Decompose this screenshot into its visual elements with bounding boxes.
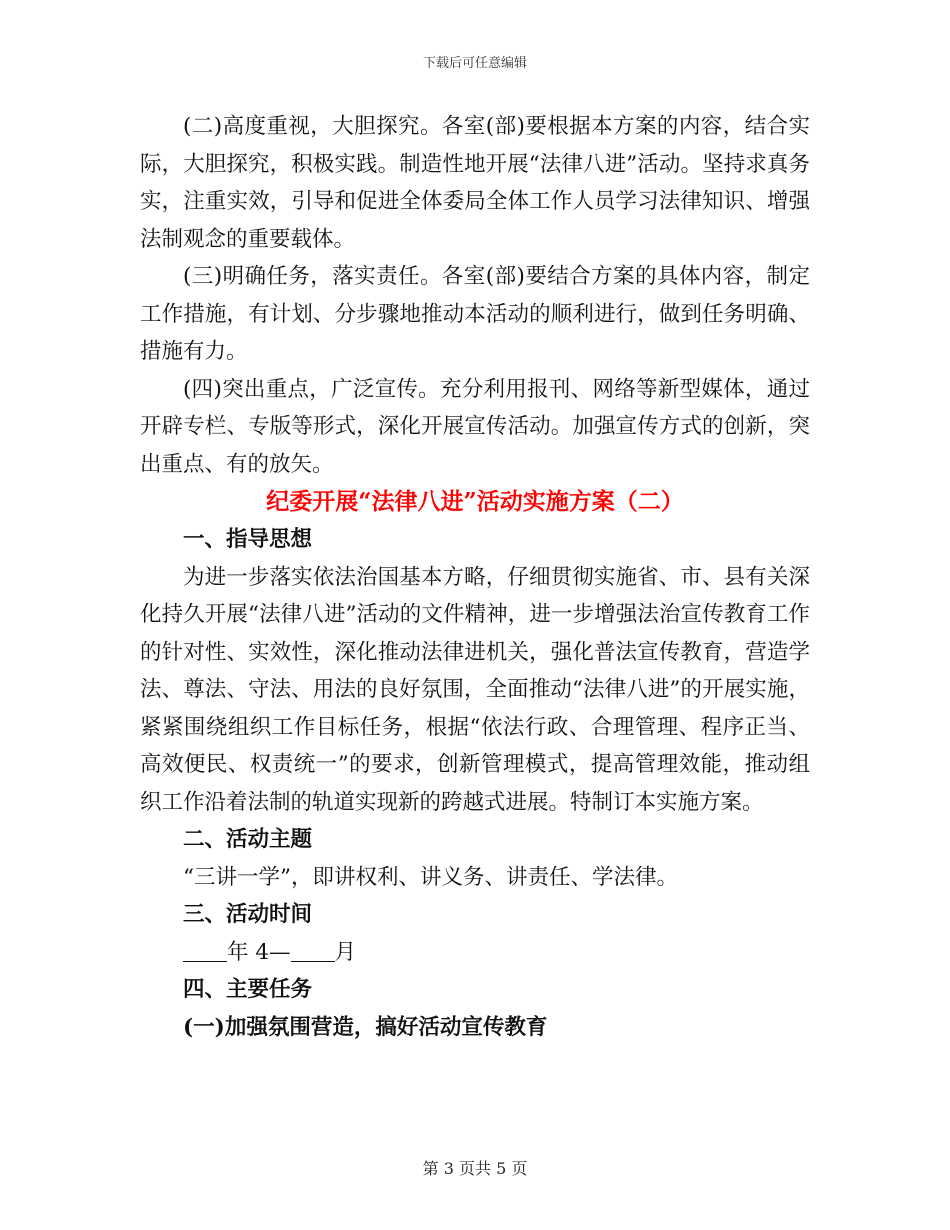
year-blank — [183, 941, 227, 962]
subsection-heading-atmosphere: (一)加强氛围营造，搞好活动宣传教育 — [183, 1014, 548, 1040]
page-header: 下载后可任意编辑 — [422, 56, 527, 71]
document-body — [140, 108, 810, 1046]
document-title: 纪委开展“法律八进”活动实施方案（二） — [266, 488, 684, 515]
page-footer: 第 3 页共 5 页 — [422, 1159, 528, 1178]
paragraph-point-3: (三)明确任务，落实责任。各室(部)要结合方案的具体内容，制定工作措施，有计划、分步骤地推动本活动的顺利进行，做到任务明确、措施有力。 — [140, 264, 810, 364]
section-body-guiding-ideology: 为进一步落实依法治国基本方略，仔细贯彻实施省、市、县有关深化持久开展“法律八进”活动的文件精神，进一步增强法治宣传教育工作的针对性、实效性，深化推动法律进机关，强化普法宣传教育，营造学法、尊法、守法、用法的良好氛围，全面推动“法律八进”的开展实施，紧紧围绕组织工作目标任务，根据“依法行政、合理管理、程序正当、高效便民、权责统一”的要求，创新管理模式，提高管理效能，推动组织工作沿着法制的轨道实现新的跨越式进展。特制订本实施方案。 — [140, 564, 810, 815]
month-blank — [291, 941, 335, 962]
activity-time-month: 月 — [334, 939, 357, 965]
paragraph-point-4: (四)突出重点，广泛宣传。充分利用报刊、网络等新型媒体，通过开辟专栏、专版等形式，深化开展宣传活动。加强宣传方式的创新，突出重点、有的放矢。 — [140, 376, 810, 477]
section-body-activity-theme: “三讲一学”，即讲权利、讲义务、讲责任、学法律。 — [183, 864, 678, 890]
section-heading-main-tasks: 四、主要任务 — [183, 977, 313, 1002]
section-heading-activity-theme: 二、活动主题 — [183, 827, 313, 852]
activity-time-line — [140, 934, 810, 972]
section-heading-activity-time: 三、活动时间 — [183, 902, 313, 927]
activity-time-middle: 年 4— — [227, 939, 291, 965]
section-heading-guiding-ideology: 一、指导思想 — [183, 527, 313, 552]
paragraph-point-2: (二)高度重视，大胆探究。各室(部)要根据本方案的内容，结合实际，大胆探究，积极实践。制造性地开展“法律八进”活动。坚持求真务实，注重实效，引导和促进全体委局全体工作人员学习法律知识、增强法制观念的重要载体。 — [140, 114, 810, 252]
